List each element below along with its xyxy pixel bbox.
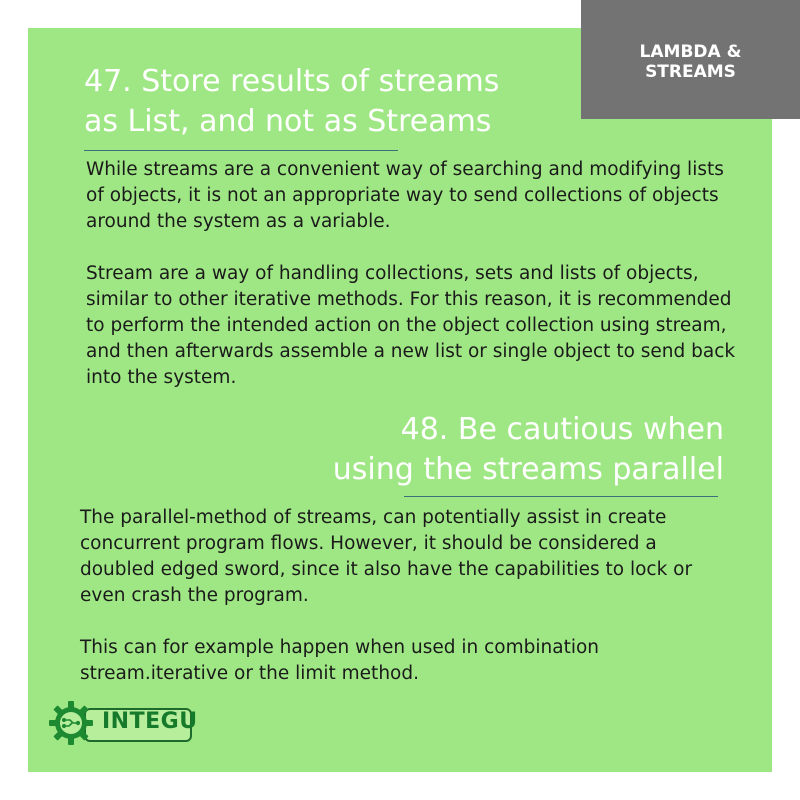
- section-48-heading: [264, 410, 724, 490]
- section-48-paragraph-2: This can for example happen when used in combination stream.iterative or the limit method.: [80, 637, 600, 684]
- category-tag-line2: STREAMS: [645, 62, 736, 82]
- section-48-paragraph-1: The parallel-method of streams, can potentially assist in create concurrent program flows. However, it should be considered a doubled edged sword, since it also have the capabilities to lock or even crash the program.: [80, 507, 693, 606]
- section-47-divider: [84, 150, 398, 151]
- category-tag: [581, 0, 800, 119]
- section-48-heading-line1: 48. Be cautious when: [400, 412, 724, 447]
- gear-icon: [48, 700, 94, 746]
- section-48-divider: [404, 496, 718, 497]
- section-47-paragraph-2: Stream are a way of handling collections, sets and lists of objects, similar to other iterative methods. For this reason, it is recommended to perform the intended action on the object collection using stream, and then afterwards assemble a new list or single object to send back into the system.: [86, 263, 736, 388]
- logo-wordmark: INTEGU: [102, 709, 198, 734]
- section-47-heading-line1: 47. Store results of streams: [84, 64, 500, 99]
- section-47-heading-line2: as List, and not as Streams: [84, 104, 492, 139]
- section-48-heading-line2: using the streams parallel: [332, 452, 724, 487]
- section-47-heading: [84, 62, 564, 142]
- section-47-paragraph-1: While streams are a convenient way of searching and modifying lists of objects, it is not an appropriate way to send collections of objects around the system as a variable.: [86, 159, 724, 232]
- integu-logo: [48, 700, 198, 746]
- category-tag-line1: LAMBDA &: [639, 42, 742, 62]
